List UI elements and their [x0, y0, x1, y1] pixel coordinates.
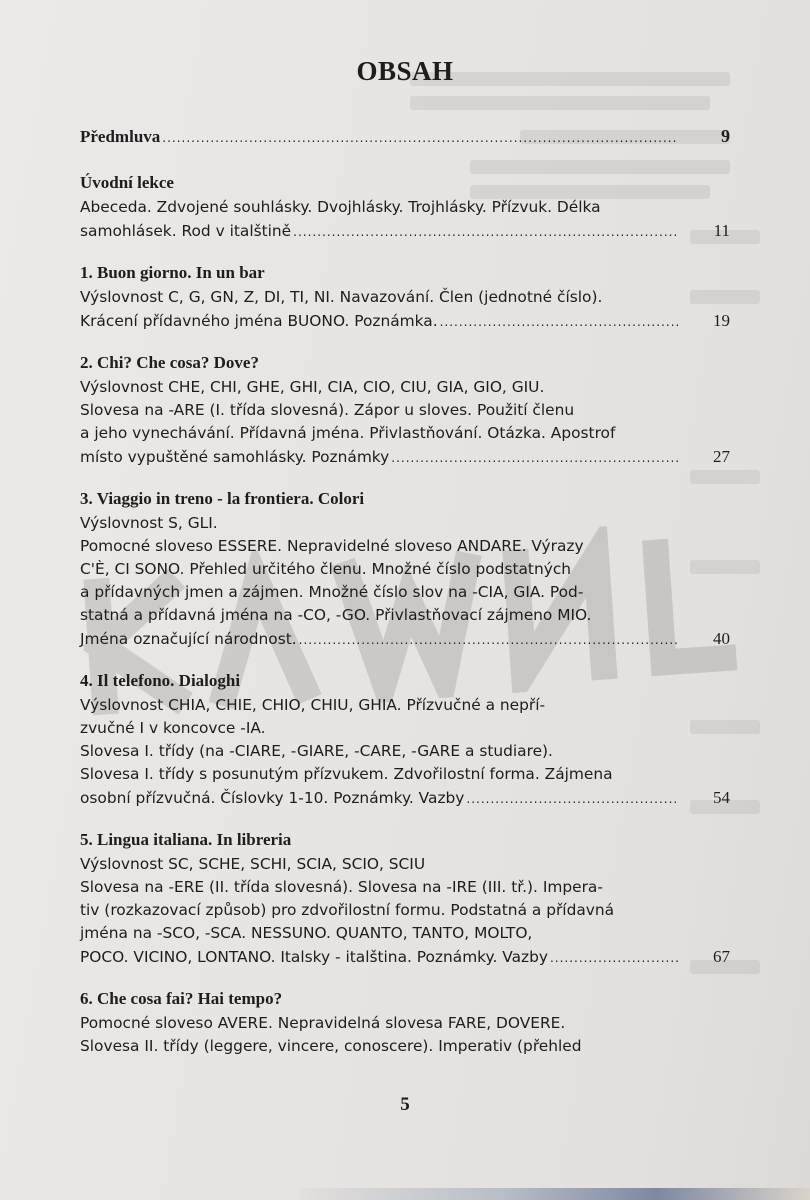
toc-description-line: Slovesa I. třídy s posunutým přízvukem. Zdvořilostní forma. Zájmena: [80, 765, 613, 783]
toc-entry-description: [80, 376, 730, 470]
toc-dot-leader: [391, 447, 678, 470]
toc-leader-line: [80, 945, 730, 970]
toc-entry-heading: Úvodní lekce: [80, 173, 174, 192]
toc-page-number: 11: [713, 221, 730, 240]
toc-description-line: a jeho vynechávání. Přídavná jména. Přivlastňování. Otázka. Apostrof: [80, 424, 616, 442]
cover-edge: [300, 1188, 810, 1200]
toc-entry-heading: 1. Buon giorno. In un bar: [80, 263, 265, 282]
toc-description-line: Pomocné sloveso AVERE. Nepravidelná slovesa FARE, DOVERE.: [80, 1014, 566, 1032]
toc-description-line: Výslovnost CHE, CHI, GHE, GHI, CIA, CIO, CIU, GIA, GIO, GIU.: [80, 378, 545, 396]
toc-leader-text: Jména označující národnost.: [80, 630, 297, 648]
toc-leader-text: POCO. VICINO, LONTANO. Italsky - italština. Poznámky. Vazby: [80, 948, 548, 966]
toc-description-line: jména na -SCO, -SCA. NESSUNO. QUANTO, TANTO, MOLTO,: [80, 924, 533, 942]
toc-entry-description: [80, 512, 730, 652]
toc-leader-line: [80, 125, 730, 150]
toc-leader-line: [80, 309, 730, 334]
table-of-contents: [80, 125, 730, 1074]
toc-page-number: 54: [713, 788, 730, 807]
toc-entry: [80, 350, 730, 470]
toc-dot-leader: [162, 127, 678, 150]
toc-entry: [80, 668, 730, 811]
toc-entry-heading: 2. Chi? Che cosa? Dove?: [80, 353, 259, 372]
toc-entry-description: [80, 196, 730, 244]
toc-entry-description: [80, 125, 730, 150]
toc-leader-text: Předmluva: [80, 127, 161, 146]
toc-description-line: tiv (rozkazovací způsob) pro zdvořilostní formu. Podstatná a přídavná: [80, 901, 615, 919]
page-title: OBSAH: [356, 56, 454, 86]
toc-entry-description: [80, 853, 730, 970]
toc-description-line: Výslovnost CHIA, CHIE, CHIO, CHIU, GHIA. Přízvučné a nepří-: [80, 696, 546, 714]
toc-entry: [80, 170, 730, 244]
toc-description-line: Pomocné sloveso ESSERE. Nepravidelné sloveso ANDARE. Výrazy: [80, 537, 584, 555]
toc-description-line: Výslovnost C, G, GN, Z, DI, TI, NI. Navazování. Člen (jednotné číslo).: [80, 288, 603, 306]
toc-leader-text: Krácení přídavného jména BUONO. Poznámka.: [80, 312, 438, 330]
toc-leader-line: [80, 219, 730, 244]
toc-page-number: 67: [713, 947, 730, 966]
toc-entry-heading: 4. Il telefono. Dialoghi: [80, 671, 241, 690]
toc-leader-text: samohlásek. Rod v italštině: [80, 222, 292, 240]
toc-dot-leader: [550, 947, 678, 970]
toc-leader-line: [80, 445, 730, 470]
toc-leader-line: [80, 627, 730, 652]
toc-entry-description: [80, 286, 730, 334]
toc-dot-leader: [440, 311, 678, 334]
toc-entry: [80, 827, 730, 970]
toc-description-line: Slovesa II. třídy (leggere, vincere, conoscere). Imperativ (přehled: [80, 1037, 582, 1055]
toc-page-number: 27: [713, 447, 730, 466]
toc-entry: [80, 986, 730, 1058]
toc-dot-leader: [466, 788, 678, 811]
toc-entry: [80, 125, 730, 150]
toc-description-line: Slovesa na -ERE (II. třída slovesná). Slovesa na -IRE (III. tř.). Impera-: [80, 878, 603, 896]
toc-description-line: Slovesa I. třídy (na -CIARE, -GIARE, -CARE, -GARE a studiare).: [80, 742, 553, 760]
toc-page-number: 9: [721, 126, 730, 146]
toc-dot-leader: [293, 221, 678, 244]
toc-dot-leader: [299, 629, 678, 652]
toc-leader-line: [80, 786, 730, 811]
toc-leader-text: místo vypuštěné samohlásky. Poznámky: [80, 448, 390, 466]
toc-description-line: a přídavných jmen a zájmen. Množné číslo slov na -CIA, GIA. Pod-: [80, 583, 584, 601]
toc-entry-description: [80, 694, 730, 811]
page-number: 5: [400, 1094, 410, 1115]
toc-description-line: Výslovnost S, GLI.: [80, 514, 218, 532]
toc-entry: [80, 486, 730, 652]
toc-description-line: Abeceda. Zdvojené souhlásky. Dvojhlásky. Trojhlásky. Přízvuk. Délka: [80, 198, 601, 216]
toc-description-line: Slovesa na -ARE (I. třída slovesná). Zápor u sloves. Použití členu: [80, 401, 575, 419]
toc-description-line: C'È, CI SONO. Přehled určitého členu. Množné číslo podstatných: [80, 560, 572, 578]
toc-entry-heading: 5. Lingua italiana. In libreria: [80, 830, 292, 849]
toc-entry-description: [80, 1012, 730, 1058]
toc-leader-text: osobní přízvučná. Číslovky 1-10. Poznámky. Vazby: [80, 789, 465, 807]
toc-entry-heading: 6. Che cosa fai? Hai tempo?: [80, 989, 283, 1008]
toc-description-line: zvučné I v koncovce -IA.: [80, 719, 266, 737]
toc-description-line: statná a přídavná jména na -CO, -GO. Přivlastňovací zájmeno MIO.: [80, 606, 592, 624]
toc-description-line: Výslovnost SC, SCHE, SCHI, SCIA, SCIO, SCIU: [80, 855, 426, 873]
toc-entry: [80, 260, 730, 334]
toc-page-number: 40: [713, 629, 730, 648]
toc-page-number: 19: [713, 311, 730, 330]
toc-entry-heading: 3. Viaggio in treno - la frontiera. Colori: [80, 489, 365, 508]
